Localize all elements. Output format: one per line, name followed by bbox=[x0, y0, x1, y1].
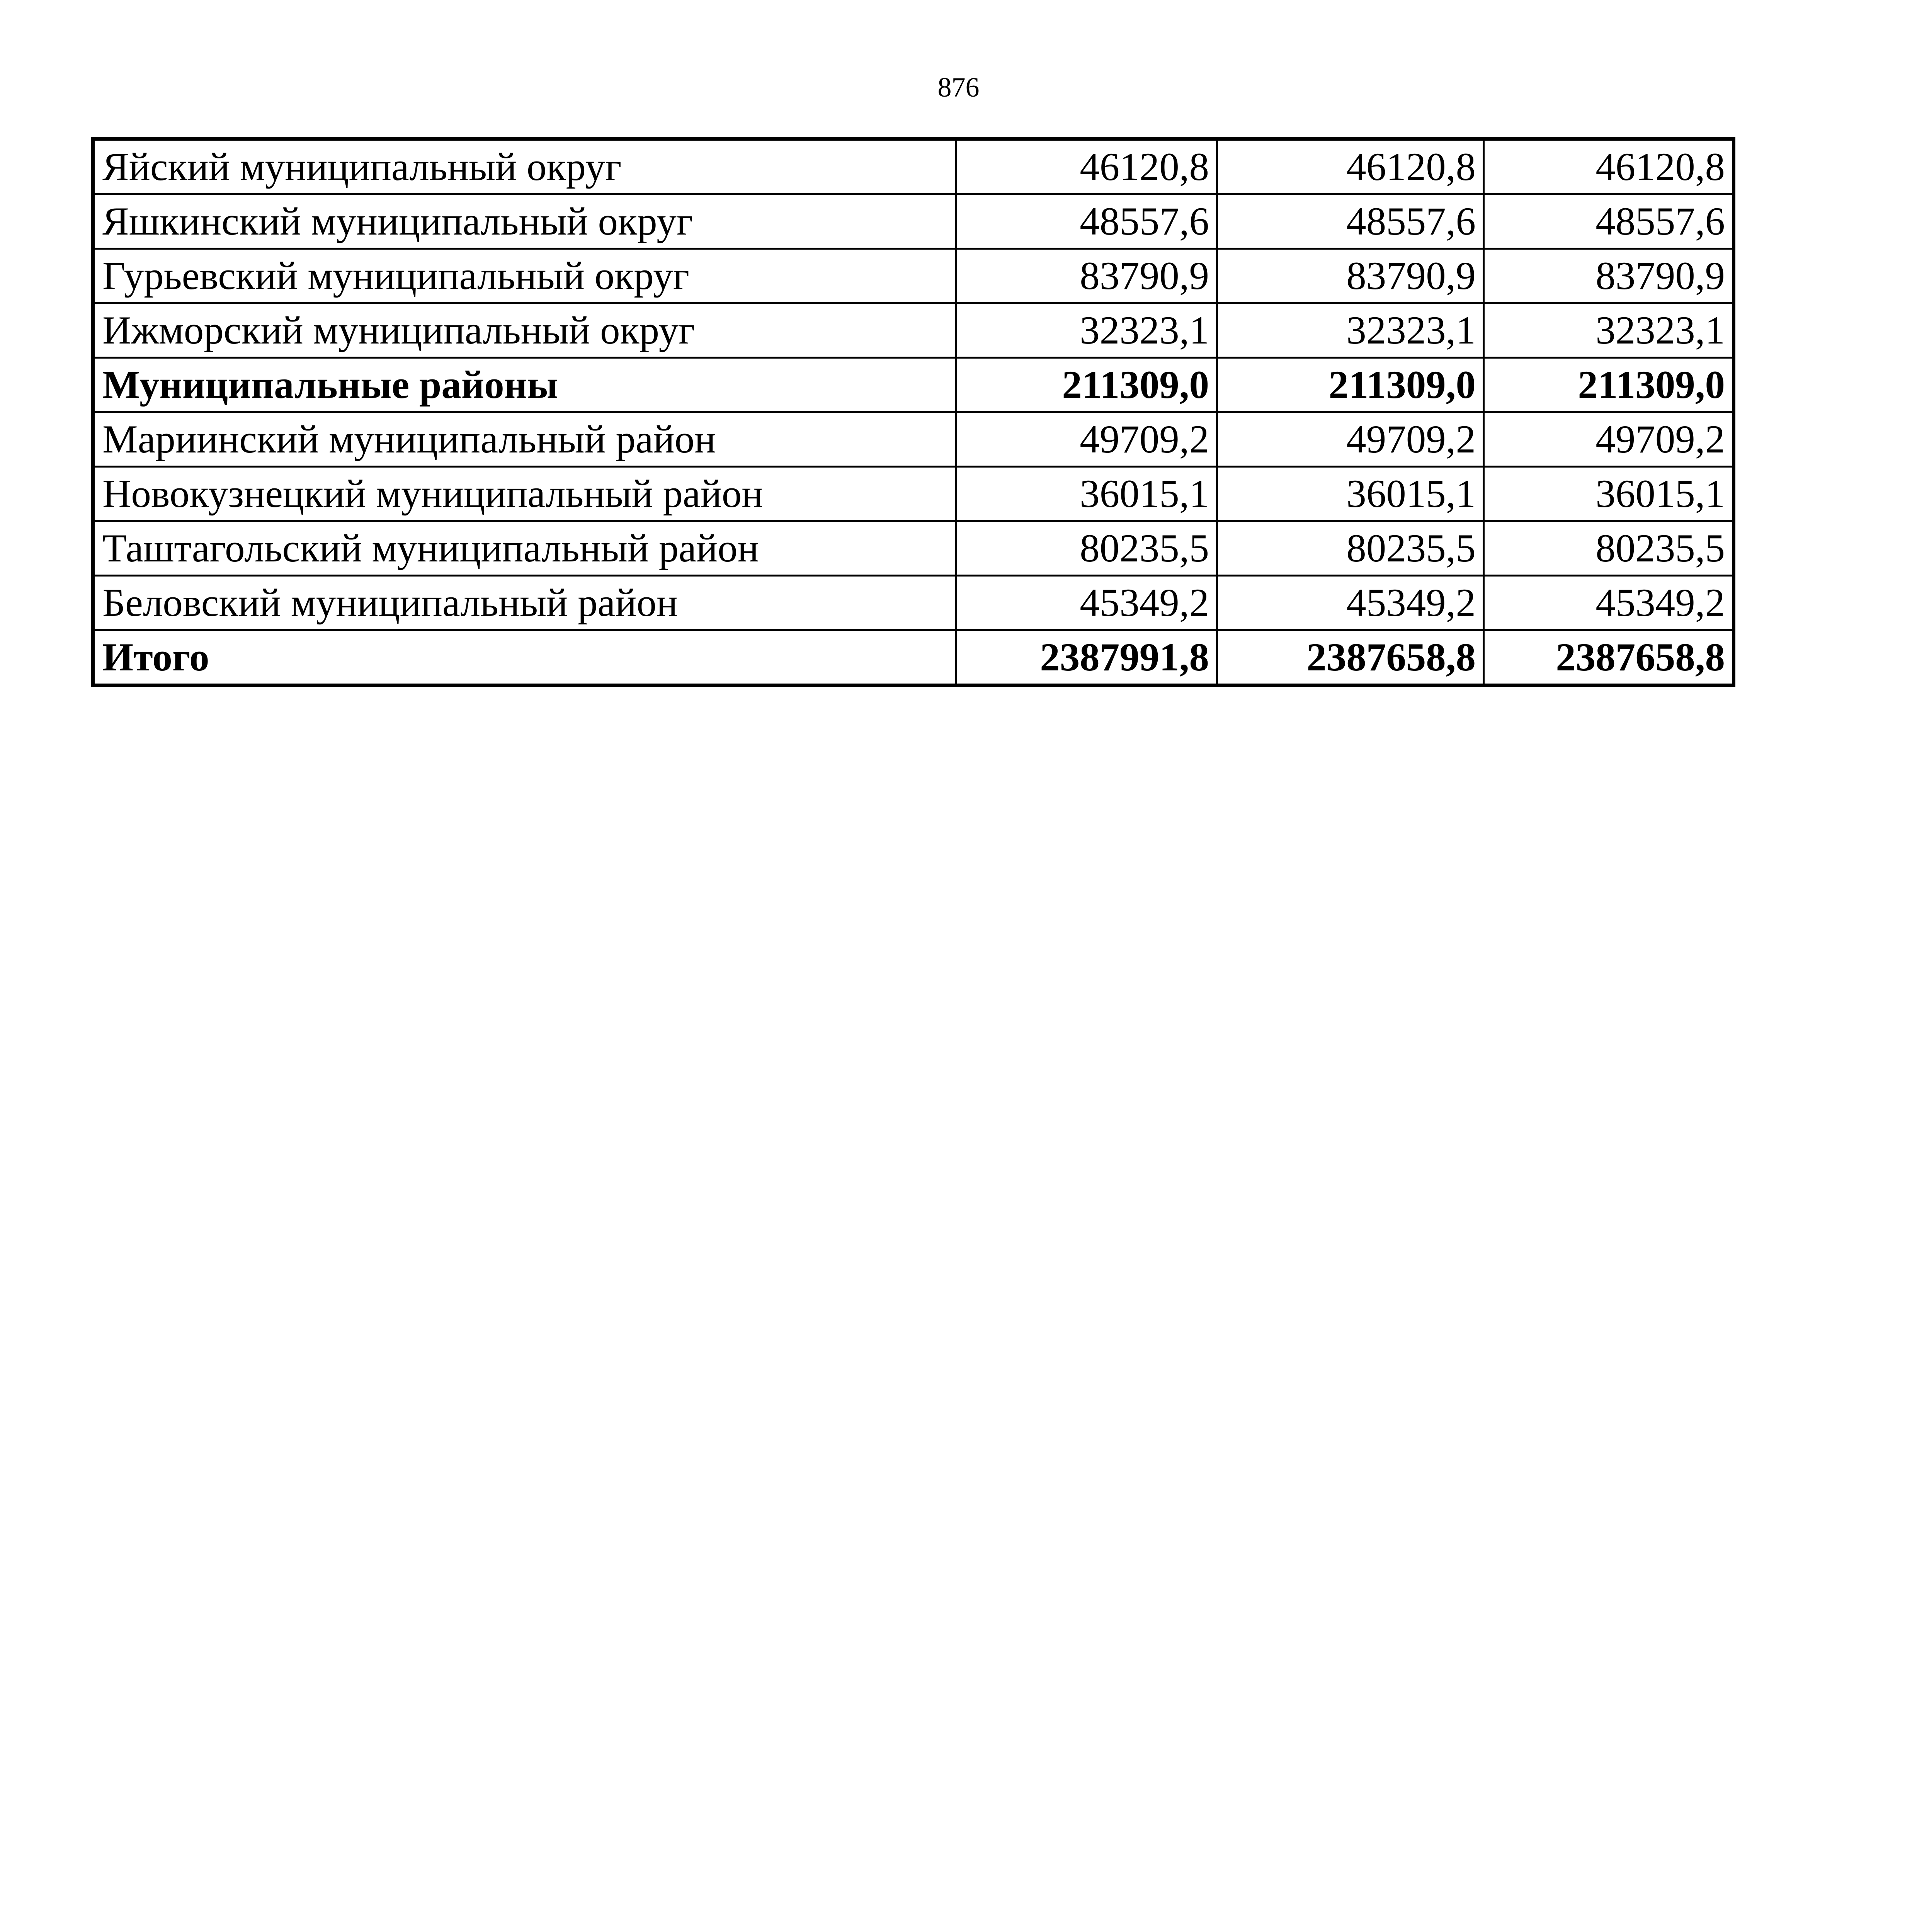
value-cell-1: 45349,2 bbox=[956, 576, 1217, 630]
table-row bbox=[93, 303, 1734, 358]
table-row bbox=[93, 467, 1734, 521]
budget-table bbox=[91, 137, 1735, 687]
value-cell-3: 36015,1 bbox=[1484, 467, 1734, 521]
value-cell-3: 49709,2 bbox=[1484, 412, 1734, 467]
value-cell-2: 36015,1 bbox=[1217, 467, 1484, 521]
table-row bbox=[93, 249, 1734, 303]
value-cell-3: 48557,6 bbox=[1484, 194, 1734, 249]
row-name-cell: Яшкинский муниципальный округ bbox=[93, 194, 956, 249]
value-cell-2: 48557,6 bbox=[1217, 194, 1484, 249]
table-row bbox=[93, 194, 1734, 249]
row-name-cell: Новокузнецкий муниципальный район bbox=[93, 467, 956, 521]
row-name-cell: Мариинский муниципальный район bbox=[93, 412, 956, 467]
value-cell-2: 80235,5 bbox=[1217, 521, 1484, 576]
value-cell-1: 46120,8 bbox=[956, 139, 1217, 194]
row-name-cell: Яйский муниципальный округ bbox=[93, 139, 956, 194]
row-name-cell: Итого bbox=[93, 630, 956, 685]
value-cell-3: 32323,1 bbox=[1484, 303, 1734, 358]
value-cell-1: 211309,0 bbox=[956, 358, 1217, 412]
row-name-cell: Муниципальные районы bbox=[93, 358, 956, 412]
value-cell-2: 45349,2 bbox=[1217, 576, 1484, 630]
value-cell-2: 32323,1 bbox=[1217, 303, 1484, 358]
table-row bbox=[93, 139, 1734, 194]
value-cell-1: 48557,6 bbox=[956, 194, 1217, 249]
value-cell-2: 83790,9 bbox=[1217, 249, 1484, 303]
subtotal-row bbox=[93, 358, 1734, 412]
value-cell-1: 2387991,8 bbox=[956, 630, 1217, 685]
value-cell-3: 211309,0 bbox=[1484, 358, 1734, 412]
value-cell-1: 36015,1 bbox=[956, 467, 1217, 521]
value-cell-2: 49709,2 bbox=[1217, 412, 1484, 467]
value-cell-1: 49709,2 bbox=[956, 412, 1217, 467]
row-name-cell: Гурьевский муниципальный округ bbox=[93, 249, 956, 303]
value-cell-3: 2387658,8 bbox=[1484, 630, 1734, 685]
row-name-cell: Ижморский муниципальный округ bbox=[93, 303, 956, 358]
value-cell-3: 45349,2 bbox=[1484, 576, 1734, 630]
table-row bbox=[93, 576, 1734, 630]
value-cell-2: 2387658,8 bbox=[1217, 630, 1484, 685]
value-cell-2: 211309,0 bbox=[1217, 358, 1484, 412]
table-row bbox=[93, 412, 1734, 467]
table-row bbox=[93, 521, 1734, 576]
value-cell-3: 46120,8 bbox=[1484, 139, 1734, 194]
total-row bbox=[93, 630, 1734, 685]
value-cell-1: 80235,5 bbox=[956, 521, 1217, 576]
value-cell-3: 83790,9 bbox=[1484, 249, 1734, 303]
page-number: 876 bbox=[937, 72, 980, 103]
value-cell-3: 80235,5 bbox=[1484, 521, 1734, 576]
value-cell-1: 32323,1 bbox=[956, 303, 1217, 358]
value-cell-2: 46120,8 bbox=[1217, 139, 1484, 194]
row-name-cell: Таштагольский муниципальный район bbox=[93, 521, 956, 576]
value-cell-1: 83790,9 bbox=[956, 249, 1217, 303]
row-name-cell: Беловский муниципальный район bbox=[93, 576, 956, 630]
